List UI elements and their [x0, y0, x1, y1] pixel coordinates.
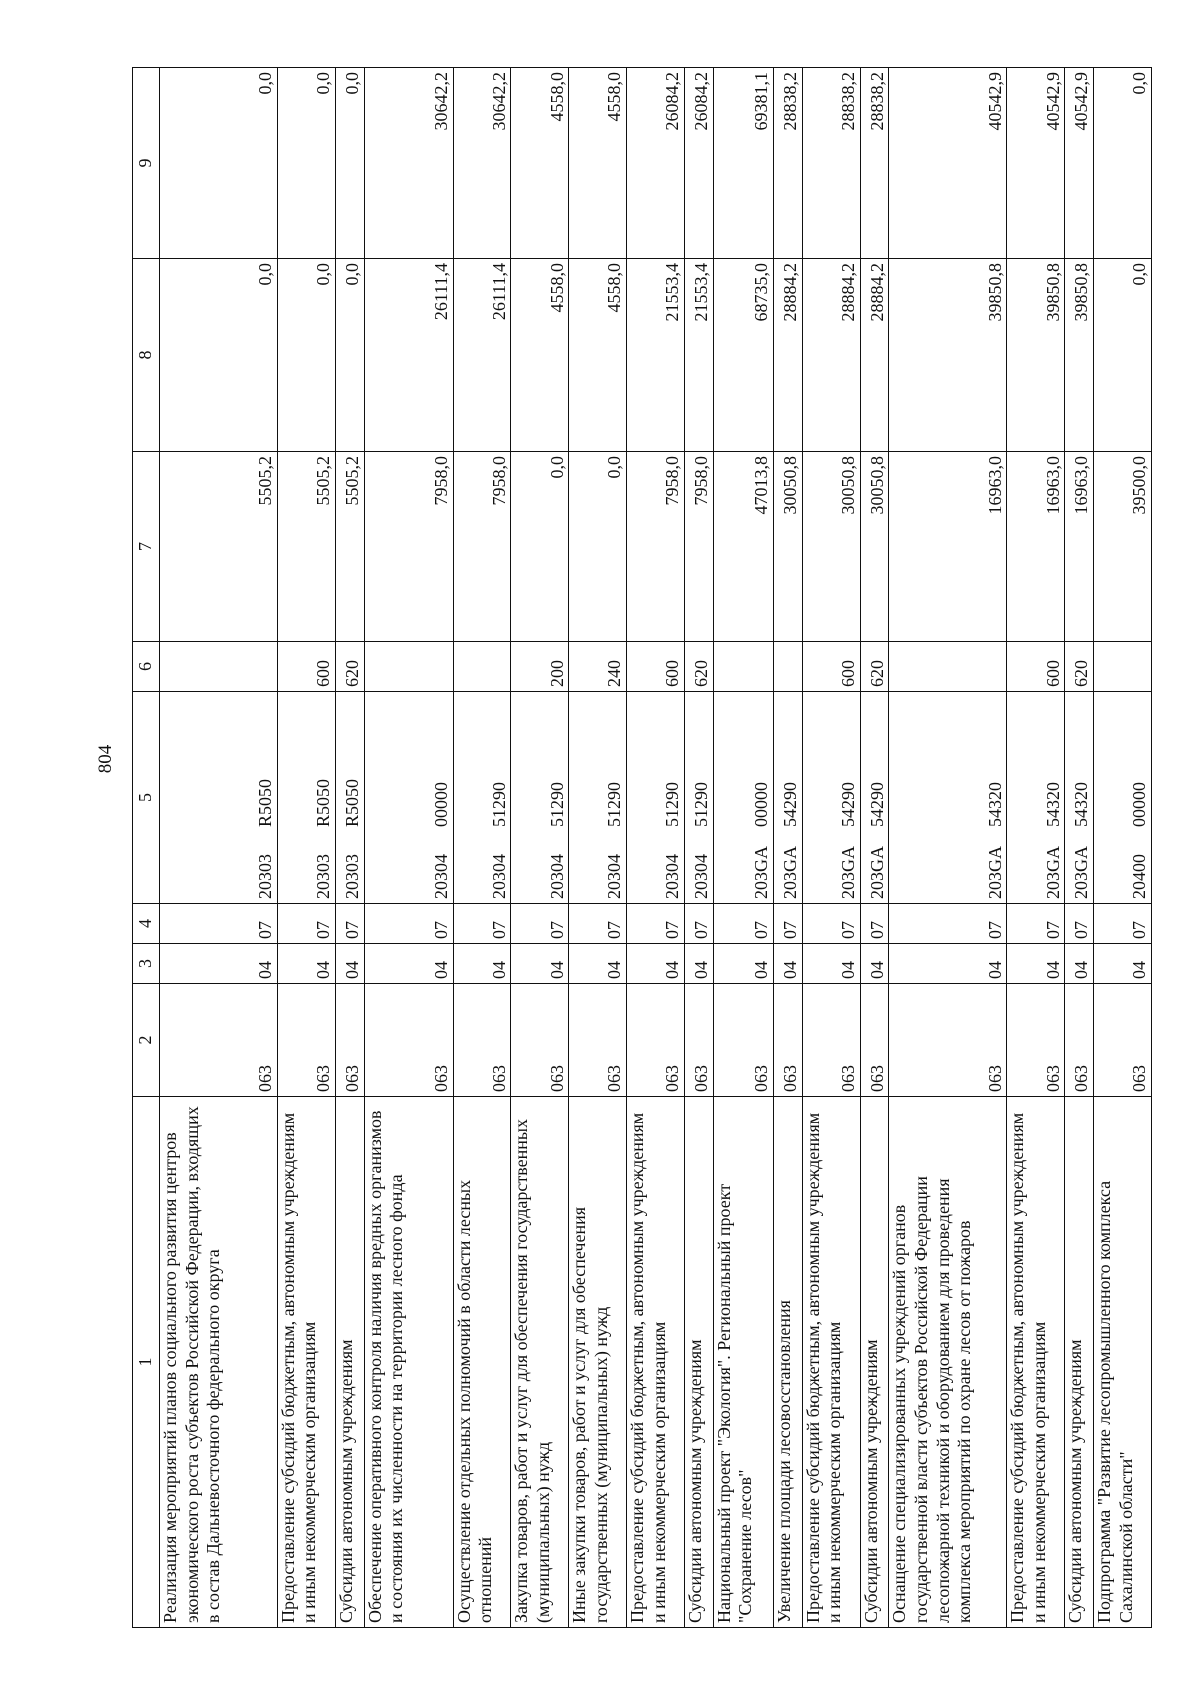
row-code-4: 07 — [1094, 904, 1152, 944]
row-code-4: 07 — [569, 904, 627, 944]
row-code-2: 063 — [569, 984, 627, 1097]
row-code-2: 063 — [860, 984, 889, 1097]
row-code-3: 04 — [627, 944, 685, 984]
row-value-9: 28838,2 — [773, 68, 802, 259]
row-value-8: 21553,4 — [627, 259, 685, 452]
row-code-5-part-b: 00000 — [1129, 782, 1150, 827]
row-name: Субсидии автономным учреждениям — [1065, 1097, 1094, 1628]
row-value-9: 26084,2 — [684, 68, 713, 259]
row-code-4: 07 — [889, 904, 1007, 944]
row-code-3: 04 — [277, 944, 335, 984]
row-value-8: 68735,0 — [713, 259, 773, 452]
row-code-5-part-a: 20303 — [313, 854, 334, 899]
row-code-3: 04 — [1007, 944, 1065, 984]
row-code-5-part-b: 00000 — [430, 782, 451, 827]
row-value-7: 30050,8 — [860, 452, 889, 642]
row-code-5-part-a: 203GA — [780, 846, 801, 899]
row-code-2: 063 — [277, 984, 335, 1097]
row-value-8: 26111,4 — [364, 259, 453, 452]
row-code-5-part-b: R5050 — [313, 778, 334, 827]
row-code-2: 063 — [713, 984, 773, 1097]
column-header-9: 9 — [133, 68, 160, 259]
row-value-8: 4558,0 — [511, 259, 569, 452]
row-code-5-part-a: 20303 — [255, 854, 276, 899]
row-code-5-part-b: 51290 — [546, 782, 567, 827]
row-code-2: 063 — [773, 984, 802, 1097]
row-value-7: 30050,8 — [802, 452, 860, 642]
row-name: Национальный проект "Экология". Региональный проект "Сохранение лесов" — [713, 1097, 773, 1628]
row-code-5-part-b: 51290 — [662, 782, 683, 827]
row-code-6: 620 — [860, 642, 889, 692]
row-code-2: 063 — [889, 984, 1007, 1097]
row-code-6: 600 — [627, 642, 685, 692]
row-code-5-part-b: R5050 — [255, 778, 276, 827]
row-code-3: 04 — [1065, 944, 1094, 984]
row-code-4: 07 — [713, 904, 773, 944]
row-code-6: 600 — [1007, 642, 1065, 692]
row-code-4: 07 — [277, 904, 335, 944]
row-name: Предоставление субсидий бюджетным, автономным учреждениям и иным некоммерческим организациям — [627, 1097, 685, 1628]
row-name: Предоставление субсидий бюджетным, автономным учреждениям и иным некоммерческим организациям — [1007, 1097, 1065, 1628]
row-code-5-part-a: 203GA — [866, 846, 887, 899]
row-code-3: 04 — [773, 944, 802, 984]
row-code-5-part-b: 00000 — [751, 782, 772, 827]
row-code-5 — [335, 692, 364, 904]
row-code-5-part-b: 51290 — [691, 782, 712, 827]
row-code-4: 07 — [684, 904, 713, 944]
row-value-7: 7958,0 — [453, 452, 511, 642]
table-row — [277, 68, 335, 1628]
row-value-8: 28884,2 — [773, 259, 802, 452]
row-code-2: 063 — [335, 984, 364, 1097]
row-name: Реализация мероприятий планов социального развития центров экономического роста субъектов Российской Федерации, входящих в состав Дальневосточного федерального округа — [160, 1097, 278, 1628]
row-value-9: 4558,0 — [511, 68, 569, 259]
row-code-4: 07 — [802, 904, 860, 944]
budget-table — [132, 67, 1152, 1628]
row-code-2: 063 — [684, 984, 713, 1097]
row-code-5-part-b: R5050 — [342, 778, 363, 827]
row-code-5-part-b: 54290 — [837, 782, 858, 827]
row-code-5-part-b: 54320 — [1071, 782, 1092, 827]
row-name: Подпрограмма "Развитие лесопромышленного комплекса Сахалинской области" — [1094, 1097, 1152, 1628]
row-code-5-part-a: 203GA — [837, 846, 858, 899]
row-value-7: 16963,0 — [889, 452, 1007, 642]
row-value-7: 5505,2 — [160, 452, 278, 642]
row-value-7: 5505,2 — [335, 452, 364, 642]
column-header-5: 5 — [133, 692, 160, 904]
row-code-6: 240 — [569, 642, 627, 692]
row-code-5-part-a: 20304 — [488, 854, 509, 899]
row-code-6: 620 — [335, 642, 364, 692]
row-code-3: 04 — [511, 944, 569, 984]
row-code-2: 063 — [1094, 984, 1152, 1097]
row-code-5 — [1094, 692, 1152, 904]
row-code-5-part-a: 20304 — [604, 854, 625, 899]
row-code-6 — [889, 642, 1007, 692]
row-value-9: 0,0 — [335, 68, 364, 259]
row-value-8: 39850,8 — [1007, 259, 1065, 452]
row-name: Осуществление отдельных полномочий в области лесных отношений — [453, 1097, 511, 1628]
table-row — [889, 68, 1007, 1628]
row-value-9: 30642,2 — [364, 68, 453, 259]
row-value-9: 28838,2 — [860, 68, 889, 259]
row-code-4: 07 — [335, 904, 364, 944]
row-code-3: 04 — [860, 944, 889, 984]
row-code-3: 04 — [335, 944, 364, 984]
row-code-5-part-b: 51290 — [488, 782, 509, 827]
row-value-9: 26084,2 — [627, 68, 685, 259]
row-code-6: 200 — [511, 642, 569, 692]
row-value-7: 0,0 — [569, 452, 627, 642]
column-header-7: 7 — [133, 452, 160, 642]
row-code-5-part-a: 20303 — [342, 854, 363, 899]
row-code-3: 04 — [889, 944, 1007, 984]
row-code-5-part-b: 54290 — [780, 782, 801, 827]
row-value-9: 4558,0 — [569, 68, 627, 259]
row-code-5 — [627, 692, 685, 904]
row-value-7: 7958,0 — [364, 452, 453, 642]
row-code-2: 063 — [160, 984, 278, 1097]
row-code-2: 063 — [511, 984, 569, 1097]
row-value-9: 40542,9 — [1065, 68, 1094, 259]
row-value-7: 7958,0 — [627, 452, 685, 642]
row-code-5-part-a: 20400 — [1129, 854, 1150, 899]
row-value-9: 0,0 — [1094, 68, 1152, 259]
row-code-3: 04 — [453, 944, 511, 984]
row-code-5 — [1007, 692, 1065, 904]
row-code-3: 04 — [569, 944, 627, 984]
row-value-9: 0,0 — [160, 68, 278, 259]
row-value-8: 0,0 — [160, 259, 278, 452]
row-code-4: 07 — [453, 904, 511, 944]
row-code-5 — [860, 692, 889, 904]
row-code-6: 620 — [684, 642, 713, 692]
row-code-5 — [684, 692, 713, 904]
row-code-5 — [802, 692, 860, 904]
row-value-8: 0,0 — [1094, 259, 1152, 452]
row-code-3: 04 — [364, 944, 453, 984]
row-name: Закупка товаров, работ и услуг для обеспечения государственных (муниципальных) нужд — [511, 1097, 569, 1628]
row-code-6: 600 — [802, 642, 860, 692]
rotated-table-wrapper — [132, 68, 1152, 1628]
row-value-8: 0,0 — [335, 259, 364, 452]
row-code-5 — [453, 692, 511, 904]
row-value-8: 0,0 — [277, 259, 335, 452]
row-value-8: 4558,0 — [569, 259, 627, 452]
row-value-9: 0,0 — [277, 68, 335, 259]
row-value-9: 30642,2 — [453, 68, 511, 259]
row-code-4: 07 — [1065, 904, 1094, 944]
row-code-6: 600 — [277, 642, 335, 692]
row-code-4: 07 — [860, 904, 889, 944]
row-code-6: 620 — [1065, 642, 1094, 692]
table-row — [453, 68, 511, 1628]
row-code-5-part-a: 20304 — [430, 854, 451, 899]
row-code-3: 04 — [1094, 944, 1152, 984]
column-header-2: 2 — [133, 984, 160, 1097]
row-code-2: 063 — [1065, 984, 1094, 1097]
table-row — [802, 68, 860, 1628]
row-code-2: 063 — [627, 984, 685, 1097]
row-value-8: 21553,4 — [684, 259, 713, 452]
row-code-5 — [713, 692, 773, 904]
row-name: Субсидии автономным учреждениям — [860, 1097, 889, 1628]
row-code-2: 063 — [453, 984, 511, 1097]
table-row — [335, 68, 364, 1628]
row-code-5-part-a: 20304 — [691, 854, 712, 899]
row-name: Субсидии автономным учреждениям — [684, 1097, 713, 1628]
row-value-9: 69381,1 — [713, 68, 773, 259]
row-name: Обеспечение оперативного контроля наличия вредных организмов и состояния их численности на территории лесного фонда — [364, 1097, 453, 1628]
row-value-7: 5505,2 — [277, 452, 335, 642]
row-value-8: 28884,2 — [860, 259, 889, 452]
row-code-5-part-a: 20304 — [546, 854, 567, 899]
table-row — [160, 68, 278, 1628]
table-row — [860, 68, 889, 1628]
row-name: Увеличение площади лесовосстановления — [773, 1097, 802, 1628]
column-header-8: 8 — [133, 259, 160, 452]
page-number: 804 — [95, 744, 116, 774]
row-value-9: 40542,9 — [1007, 68, 1065, 259]
row-code-6 — [364, 642, 453, 692]
row-value-7: 47013,8 — [713, 452, 773, 642]
row-code-5 — [569, 692, 627, 904]
row-code-5 — [277, 692, 335, 904]
table-row — [684, 68, 713, 1628]
row-code-6 — [713, 642, 773, 692]
table-row — [1007, 68, 1065, 1628]
row-code-5-part-b: 54290 — [866, 782, 887, 827]
table-row — [1094, 68, 1152, 1628]
table-row — [364, 68, 453, 1628]
row-code-5-part-b: 54320 — [1042, 782, 1063, 827]
row-value-9: 40542,9 — [889, 68, 1007, 259]
row-value-7: 30050,8 — [773, 452, 802, 642]
row-code-2: 063 — [802, 984, 860, 1097]
row-value-7: 39500,0 — [1094, 452, 1152, 642]
row-code-5-part-a: 203GA — [1042, 846, 1063, 899]
table-row — [627, 68, 685, 1628]
column-header-3: 3 — [133, 944, 160, 984]
row-code-5-part-a: 203GA — [751, 846, 772, 899]
column-header-1: 1 — [133, 1097, 160, 1628]
row-value-7: 0,0 — [511, 452, 569, 642]
row-value-7: 16963,0 — [1007, 452, 1065, 642]
row-value-8: 26111,4 — [453, 259, 511, 452]
table-row — [713, 68, 773, 1628]
table-row — [511, 68, 569, 1628]
row-value-9: 28838,2 — [802, 68, 860, 259]
row-code-5 — [889, 692, 1007, 904]
row-code-5 — [364, 692, 453, 904]
row-code-5-part-a: 20304 — [662, 854, 683, 899]
row-code-5-part-a: 203GA — [1071, 846, 1092, 899]
row-name: Субсидии автономным учреждениям — [335, 1097, 364, 1628]
row-value-7: 16963,0 — [1065, 452, 1094, 642]
table-row — [569, 68, 627, 1628]
row-code-6 — [773, 642, 802, 692]
row-code-5 — [160, 692, 278, 904]
row-code-3: 04 — [713, 944, 773, 984]
row-value-8: 28884,2 — [802, 259, 860, 452]
row-name: Предоставление субсидий бюджетным, автономным учреждениям и иным некоммерческим организациям — [277, 1097, 335, 1628]
row-code-6 — [1094, 642, 1152, 692]
row-code-4: 07 — [511, 904, 569, 944]
row-code-3: 04 — [684, 944, 713, 984]
row-value-8: 39850,8 — [889, 259, 1007, 452]
row-value-7: 7958,0 — [684, 452, 713, 642]
row-name: Оснащение специализированных учреждений органов государственной власти субъектов Российской Федерации лесопожарной техникой и оборудованием для проведения комплекса мероприятий по охране лесов от пожаров — [889, 1097, 1007, 1628]
row-code-4: 07 — [160, 904, 278, 944]
row-name: Предоставление субсидий бюджетным, автономным учреждениям и иным некоммерческим организациям — [802, 1097, 860, 1628]
column-header-4: 4 — [133, 904, 160, 944]
row-code-5-part-a: 203GA — [984, 846, 1005, 899]
row-value-8: 39850,8 — [1065, 259, 1094, 452]
row-code-5 — [773, 692, 802, 904]
row-code-5-part-b: 54320 — [984, 782, 1005, 827]
row-code-6 — [453, 642, 511, 692]
row-code-5 — [1065, 692, 1094, 904]
row-code-2: 063 — [364, 984, 453, 1097]
column-header-6: 6 — [133, 642, 160, 692]
row-code-4: 07 — [364, 904, 453, 944]
header-row — [133, 68, 160, 1628]
row-code-4: 07 — [627, 904, 685, 944]
table-row — [773, 68, 802, 1628]
row-code-2: 063 — [1007, 984, 1065, 1097]
row-code-4: 07 — [1007, 904, 1065, 944]
row-name: Иные закупки товаров, работ и услуг для обеспечения государственных (муниципальных) нужд — [569, 1097, 627, 1628]
row-code-3: 04 — [160, 944, 278, 984]
row-code-3: 04 — [802, 944, 860, 984]
table-row — [1065, 68, 1094, 1628]
row-code-5-part-b: 51290 — [604, 782, 625, 827]
row-code-5 — [511, 692, 569, 904]
row-code-6 — [160, 642, 278, 692]
row-code-4: 07 — [773, 904, 802, 944]
